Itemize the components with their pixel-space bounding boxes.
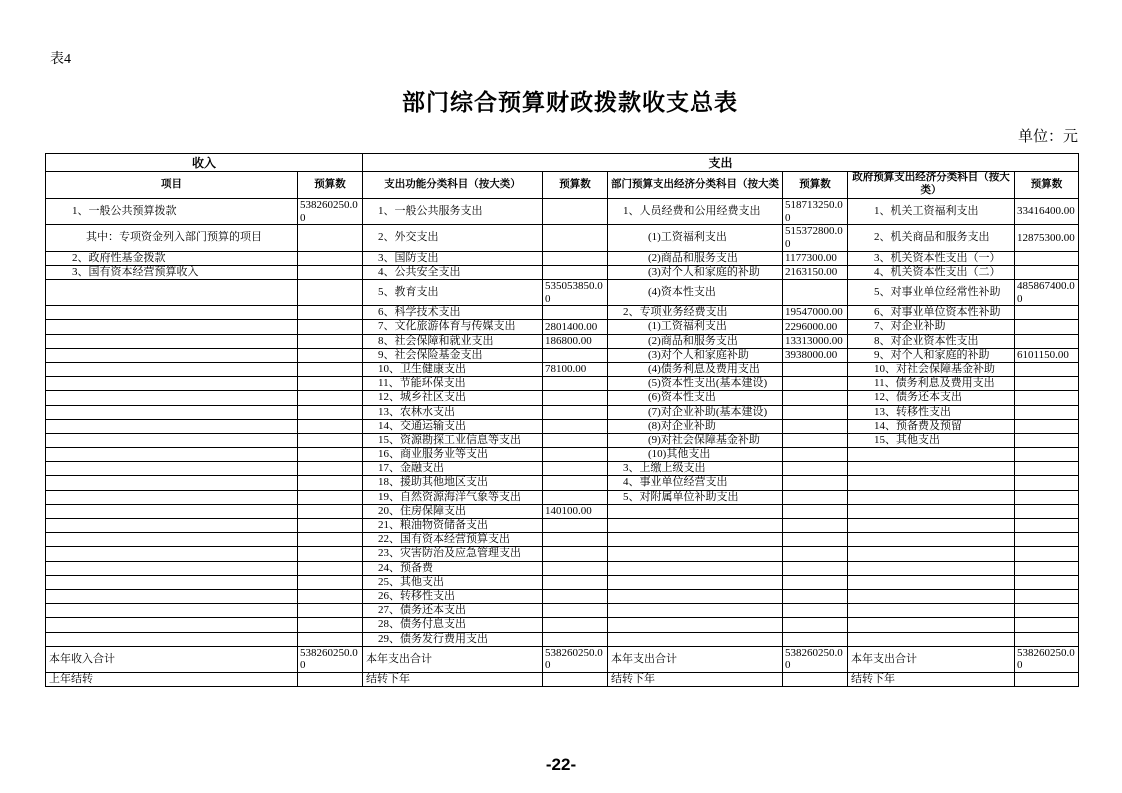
item-cell xyxy=(848,448,1015,462)
budget-value-cell xyxy=(783,476,848,490)
item-cell: (7)对企业补助(基本建设) xyxy=(608,405,783,419)
item-cell: 1、一般公共预算拨款 xyxy=(46,199,298,225)
column-header: 部门预算支出经济分类科目（按大类 xyxy=(608,172,783,199)
item-cell xyxy=(46,405,298,419)
item-cell xyxy=(608,604,783,618)
table-row xyxy=(46,265,1079,279)
item-cell: 5、对事业单位经常性补助 xyxy=(848,279,1015,305)
budget-value-cell xyxy=(1015,448,1079,462)
budget-value-cell xyxy=(543,547,608,561)
item-cell: 5、教育支出 xyxy=(363,279,543,305)
item-cell: 24、预备费 xyxy=(363,561,543,575)
table-row xyxy=(46,433,1079,447)
item-cell: (1)工资福利支出 xyxy=(608,225,783,251)
budget-value-cell xyxy=(1015,265,1079,279)
budget-value-cell xyxy=(1015,433,1079,447)
budget-value-cell xyxy=(783,362,848,376)
item-cell: 1、一般公共服务支出 xyxy=(363,199,543,225)
item-cell: 4、机关资本性支出（二） xyxy=(848,265,1015,279)
item-cell: 7、对企业补助 xyxy=(848,320,1015,334)
budget-value-cell xyxy=(543,405,608,419)
table-row xyxy=(46,490,1079,504)
budget-value-cell: 485867400.00 xyxy=(1015,279,1079,305)
item-cell: 其中：专项资金列入部门预算的项目 xyxy=(46,225,298,251)
budget-value-cell: 13313000.00 xyxy=(783,334,848,348)
item-cell xyxy=(46,547,298,561)
table-label: 表4 xyxy=(50,52,71,67)
column-header: 政府预算支出经济分类科目（按大类） xyxy=(848,172,1015,199)
budget-value-cell xyxy=(783,462,848,476)
item-cell: 12、城乡社区支出 xyxy=(363,391,543,405)
budget-value-cell xyxy=(543,306,608,320)
budget-value-cell: 78100.00 xyxy=(543,362,608,376)
item-cell: (2)商品和服务支出 xyxy=(608,334,783,348)
item-cell xyxy=(46,362,298,376)
budget-value-cell xyxy=(543,348,608,362)
table-row xyxy=(46,547,1079,561)
budget-value-cell xyxy=(1015,405,1079,419)
item-cell: 17、金融支出 xyxy=(363,462,543,476)
budget-value-cell xyxy=(298,490,363,504)
page-number: -22- xyxy=(545,755,577,774)
budget-value-cell xyxy=(1015,632,1079,646)
budget-value-cell: 515372800.00 xyxy=(783,225,848,251)
item-cell xyxy=(608,589,783,603)
budget-value-cell xyxy=(298,419,363,433)
item-cell: 27、债务还本支出 xyxy=(363,604,543,618)
item-cell xyxy=(46,391,298,405)
table-row xyxy=(46,279,1079,305)
budget-value-cell xyxy=(298,632,363,646)
item-cell: 14、预备费及预留 xyxy=(848,419,1015,433)
table-row xyxy=(46,519,1079,533)
item-cell: 本年支出合计 xyxy=(363,646,543,672)
column-header: 预算数 xyxy=(1015,172,1079,199)
budget-value-cell xyxy=(298,225,363,251)
budget-value-cell xyxy=(1015,320,1079,334)
item-cell: 7、文化旅游体育与传媒支出 xyxy=(363,320,543,334)
budget-value-cell xyxy=(1015,561,1079,575)
item-cell: 1、人员经费和公用经费支出 xyxy=(608,199,783,225)
item-cell: 2、外交支出 xyxy=(363,225,543,251)
item-cell: 4、公共安全支出 xyxy=(363,265,543,279)
budget-value-cell xyxy=(1015,476,1079,490)
budget-value-cell xyxy=(783,561,848,575)
budget-value-cell xyxy=(1015,673,1079,687)
item-cell: 结转下年 xyxy=(363,673,543,687)
item-cell xyxy=(46,377,298,391)
budget-value-cell: 12875300.00 xyxy=(1015,225,1079,251)
item-cell: 26、转移性支出 xyxy=(363,589,543,603)
item-cell xyxy=(608,547,783,561)
item-cell xyxy=(848,575,1015,589)
budget-value-cell xyxy=(1015,547,1079,561)
item-cell: (6)资本性支出 xyxy=(608,391,783,405)
item-cell: 14、交通运输支出 xyxy=(363,419,543,433)
item-cell: 10、对社会保障基金补助 xyxy=(848,362,1015,376)
table-row xyxy=(46,604,1079,618)
budget-value-cell xyxy=(298,462,363,476)
item-cell xyxy=(46,561,298,575)
budget-value-cell xyxy=(298,589,363,603)
item-cell: 10、卫生健康支出 xyxy=(363,362,543,376)
table-row xyxy=(46,225,1079,251)
item-cell xyxy=(46,490,298,504)
budget-value-cell xyxy=(543,225,608,251)
budget-value-cell xyxy=(543,433,608,447)
budget-value-cell xyxy=(1015,462,1079,476)
budget-table xyxy=(45,153,1079,687)
budget-value-cell xyxy=(1015,575,1079,589)
table-row xyxy=(46,462,1079,476)
table-row xyxy=(46,320,1079,334)
item-cell: 本年支出合计 xyxy=(608,646,783,672)
budget-value-cell: 538260250.00 xyxy=(1015,646,1079,672)
budget-value-cell xyxy=(298,476,363,490)
table-row xyxy=(46,405,1079,419)
item-cell: 20、住房保障支出 xyxy=(363,504,543,518)
item-cell: 23、灾害防治及应急管理支出 xyxy=(363,547,543,561)
budget-value-cell: 2801400.00 xyxy=(543,320,608,334)
item-cell xyxy=(46,334,298,348)
budget-value-cell: 2163150.00 xyxy=(783,265,848,279)
budget-value-cell xyxy=(543,199,608,225)
item-cell xyxy=(848,490,1015,504)
budget-value-cell xyxy=(783,391,848,405)
budget-value-cell: 1177300.00 xyxy=(783,251,848,265)
budget-value-cell: 6101150.00 xyxy=(1015,348,1079,362)
item-cell: (3)对个人和家庭补助 xyxy=(608,348,783,362)
item-cell: (4)债务利息及费用支出 xyxy=(608,362,783,376)
item-cell: (2)商品和服务支出 xyxy=(608,251,783,265)
budget-value-cell xyxy=(1015,362,1079,376)
item-cell: (8)对企业补助 xyxy=(608,419,783,433)
item-cell xyxy=(848,519,1015,533)
budget-value-cell xyxy=(1015,504,1079,518)
budget-value-cell: 186800.00 xyxy=(543,334,608,348)
budget-value-cell xyxy=(298,547,363,561)
table-row xyxy=(46,251,1079,265)
budget-value-cell xyxy=(1015,334,1079,348)
budget-value-cell xyxy=(783,618,848,632)
item-cell xyxy=(848,476,1015,490)
table-row xyxy=(46,561,1079,575)
budget-value-cell xyxy=(543,391,608,405)
item-cell: 6、科学技术支出 xyxy=(363,306,543,320)
item-cell: 3、机关资本性支出（一） xyxy=(848,251,1015,265)
budget-value-cell xyxy=(1015,391,1079,405)
item-cell xyxy=(46,476,298,490)
budget-value-cell xyxy=(298,575,363,589)
budget-value-cell xyxy=(783,632,848,646)
item-cell: 3、上缴上级支出 xyxy=(608,462,783,476)
budget-value-cell xyxy=(543,575,608,589)
item-cell: 8、社会保障和就业支出 xyxy=(363,334,543,348)
budget-value-cell xyxy=(298,391,363,405)
item-cell: 4、事业单位经营支出 xyxy=(608,476,783,490)
budget-value-cell xyxy=(543,604,608,618)
item-cell xyxy=(608,575,783,589)
budget-value-cell xyxy=(1015,618,1079,632)
item-cell xyxy=(608,519,783,533)
item-cell: (4)资本性支出 xyxy=(608,279,783,305)
budget-value-cell xyxy=(1015,377,1079,391)
item-cell: 2、专项业务经费支出 xyxy=(608,306,783,320)
budget-value-cell xyxy=(1015,306,1079,320)
item-cell: 11、节能环保支出 xyxy=(363,377,543,391)
budget-value-cell xyxy=(1015,251,1079,265)
item-cell xyxy=(848,632,1015,646)
budget-value-cell xyxy=(298,377,363,391)
budget-value-cell xyxy=(298,348,363,362)
budget-value-cell xyxy=(543,377,608,391)
budget-value-cell xyxy=(298,519,363,533)
item-cell: 13、农林水支出 xyxy=(363,405,543,419)
item-cell xyxy=(46,419,298,433)
budget-value-cell xyxy=(298,334,363,348)
item-cell: 18、援助其他地区支出 xyxy=(363,476,543,490)
budget-value-cell xyxy=(783,448,848,462)
item-cell: 19、自然资源海洋气象等支出 xyxy=(363,490,543,504)
item-cell: 15、其他支出 xyxy=(848,433,1015,447)
item-cell: 28、债务付息支出 xyxy=(363,618,543,632)
item-cell: 8、对企业资本性支出 xyxy=(848,334,1015,348)
column-header: 预算数 xyxy=(783,172,848,199)
budget-value-cell xyxy=(543,490,608,504)
table-row xyxy=(46,589,1079,603)
group-header: 支出 xyxy=(363,154,1079,172)
table-row xyxy=(46,306,1079,320)
budget-value-cell: 140100.00 xyxy=(543,504,608,518)
table-row xyxy=(46,334,1079,348)
table-row xyxy=(46,533,1079,547)
budget-value-cell xyxy=(543,632,608,646)
budget-value-cell xyxy=(543,462,608,476)
budget-value-cell xyxy=(783,589,848,603)
budget-value-cell xyxy=(298,362,363,376)
column-header: 预算数 xyxy=(543,172,608,199)
budget-value-cell xyxy=(783,405,848,419)
item-cell xyxy=(46,504,298,518)
budget-value-cell xyxy=(298,405,363,419)
item-cell: 结转下年 xyxy=(608,673,783,687)
item-cell xyxy=(46,632,298,646)
budget-value-cell xyxy=(543,561,608,575)
budget-value-cell xyxy=(298,265,363,279)
table-row xyxy=(46,476,1079,490)
table-body xyxy=(46,199,1079,687)
table-row xyxy=(46,575,1079,589)
item-cell xyxy=(848,604,1015,618)
budget-value-cell xyxy=(298,561,363,575)
item-cell xyxy=(46,618,298,632)
item-cell: 3、国有资本经营预算收入 xyxy=(46,265,298,279)
item-cell: 1、机关工资福利支出 xyxy=(848,199,1015,225)
budget-value-cell xyxy=(783,490,848,504)
budget-value-cell xyxy=(783,547,848,561)
unit-label: 单位：元 xyxy=(1017,129,1078,145)
column-header: 项目 xyxy=(46,172,298,199)
item-cell: 6、对事业单位资本性补助 xyxy=(848,306,1015,320)
budget-value-cell xyxy=(1015,519,1079,533)
item-cell: 11、债务利息及费用支出 xyxy=(848,377,1015,391)
item-cell xyxy=(46,306,298,320)
item-cell xyxy=(608,618,783,632)
budget-value-cell: 538260250.00 xyxy=(543,646,608,672)
budget-value-cell: 518713250.00 xyxy=(783,199,848,225)
budget-value-cell: 3938000.00 xyxy=(783,348,848,362)
item-cell xyxy=(608,632,783,646)
item-cell xyxy=(46,448,298,462)
item-cell: 25、其他支出 xyxy=(363,575,543,589)
table-row xyxy=(46,504,1079,518)
table-row xyxy=(46,419,1079,433)
item-cell: 结转下年 xyxy=(848,673,1015,687)
table-row xyxy=(46,632,1079,646)
group-header: 收入 xyxy=(46,154,363,172)
item-cell xyxy=(848,589,1015,603)
table-row xyxy=(46,673,1079,687)
budget-value-cell xyxy=(298,673,363,687)
item-cell xyxy=(848,533,1015,547)
item-cell: 5、对附属单位补助支出 xyxy=(608,490,783,504)
item-cell: (10)其他支出 xyxy=(608,448,783,462)
budget-value-cell xyxy=(1015,533,1079,547)
item-cell: 15、资源勘探工业信息等支出 xyxy=(363,433,543,447)
item-cell xyxy=(46,348,298,362)
budget-value-cell: 535053850.00 xyxy=(543,279,608,305)
budget-value-cell xyxy=(298,251,363,265)
item-cell xyxy=(848,504,1015,518)
item-cell xyxy=(46,320,298,334)
item-cell xyxy=(46,533,298,547)
item-cell xyxy=(46,604,298,618)
item-cell xyxy=(46,433,298,447)
item-cell: 2、机关商品和服务支出 xyxy=(848,225,1015,251)
budget-value-cell xyxy=(783,673,848,687)
item-cell xyxy=(848,462,1015,476)
budget-value-cell xyxy=(298,533,363,547)
item-cell: 22、国有资本经营预算支出 xyxy=(363,533,543,547)
item-cell: 29、债务发行费用支出 xyxy=(363,632,543,646)
table-row xyxy=(46,646,1079,672)
budget-value-cell: 33416400.00 xyxy=(1015,199,1079,225)
budget-value-cell xyxy=(543,265,608,279)
item-cell: 3、国防支出 xyxy=(363,251,543,265)
table-row xyxy=(46,199,1079,225)
item-cell: 21、粮油物资储备支出 xyxy=(363,519,543,533)
budget-value-cell: 2296000.00 xyxy=(783,320,848,334)
item-cell: 13、转移性支出 xyxy=(848,405,1015,419)
item-cell xyxy=(848,561,1015,575)
budget-value-cell xyxy=(298,604,363,618)
budget-value-cell xyxy=(783,504,848,518)
budget-value-cell xyxy=(783,533,848,547)
item-cell xyxy=(608,561,783,575)
budget-value-cell xyxy=(543,419,608,433)
budget-value-cell xyxy=(543,476,608,490)
item-cell xyxy=(848,547,1015,561)
budget-value-cell xyxy=(543,519,608,533)
item-cell: 9、社会保险基金支出 xyxy=(363,348,543,362)
budget-value-cell xyxy=(783,575,848,589)
budget-value-cell: 538260250.00 xyxy=(783,646,848,672)
budget-value-cell xyxy=(1015,419,1079,433)
budget-value-cell xyxy=(543,251,608,265)
budget-value-cell xyxy=(298,320,363,334)
table-row xyxy=(46,377,1079,391)
table-row xyxy=(46,618,1079,632)
budget-value-cell xyxy=(298,306,363,320)
item-cell: (3)对个人和家庭的补助 xyxy=(608,265,783,279)
table-row xyxy=(46,348,1079,362)
item-cell: (5)资本性支出(基本建设) xyxy=(608,377,783,391)
column-header-row xyxy=(46,172,1079,199)
item-cell xyxy=(608,533,783,547)
budget-value-cell xyxy=(783,433,848,447)
item-cell: 本年支出合计 xyxy=(848,646,1015,672)
item-cell: 2、政府性基金拨款 xyxy=(46,251,298,265)
table-row xyxy=(46,391,1079,405)
budget-value-cell xyxy=(783,377,848,391)
item-cell: (1)工资福利支出 xyxy=(608,320,783,334)
item-cell: 16、商业服务业等支出 xyxy=(363,448,543,462)
budget-value-cell xyxy=(298,618,363,632)
budget-value-cell xyxy=(543,589,608,603)
budget-value-cell xyxy=(783,419,848,433)
item-cell xyxy=(608,504,783,518)
budget-value-cell: 19547000.00 xyxy=(783,306,848,320)
budget-value-cell xyxy=(543,448,608,462)
item-cell: 本年收入合计 xyxy=(46,646,298,672)
item-cell xyxy=(848,618,1015,632)
item-cell xyxy=(46,575,298,589)
item-cell xyxy=(46,462,298,476)
page-title: 部门综合预算财政拨款收支总表 xyxy=(402,90,738,115)
budget-value-cell xyxy=(783,604,848,618)
table-row xyxy=(46,448,1079,462)
item-cell xyxy=(46,279,298,305)
budget-value-cell xyxy=(298,448,363,462)
item-cell xyxy=(46,589,298,603)
column-header: 支出功能分类科目（按大类） xyxy=(363,172,543,199)
budget-value-cell: 538260250.00 xyxy=(298,199,363,225)
budget-value-cell xyxy=(1015,589,1079,603)
budget-value-cell xyxy=(1015,490,1079,504)
budget-value-cell xyxy=(298,433,363,447)
budget-value-cell xyxy=(783,519,848,533)
budget-value-cell xyxy=(298,504,363,518)
budget-value-cell xyxy=(543,618,608,632)
item-cell xyxy=(46,519,298,533)
budget-value-cell xyxy=(543,533,608,547)
item-cell: 9、对个人和家庭的补助 xyxy=(848,348,1015,362)
table-row xyxy=(46,362,1079,376)
budget-value-cell xyxy=(543,673,608,687)
item-cell: 12、债务还本支出 xyxy=(848,391,1015,405)
table-header xyxy=(46,154,1079,199)
item-cell: (9)对社会保障基金补助 xyxy=(608,433,783,447)
column-header: 预算数 xyxy=(298,172,363,199)
group-header-row xyxy=(46,154,1079,172)
budget-value-cell xyxy=(298,279,363,305)
item-cell: 上年结转 xyxy=(46,673,298,687)
budget-value-cell xyxy=(1015,604,1079,618)
budget-value-cell xyxy=(783,279,848,305)
budget-value-cell: 538260250.00 xyxy=(298,646,363,672)
